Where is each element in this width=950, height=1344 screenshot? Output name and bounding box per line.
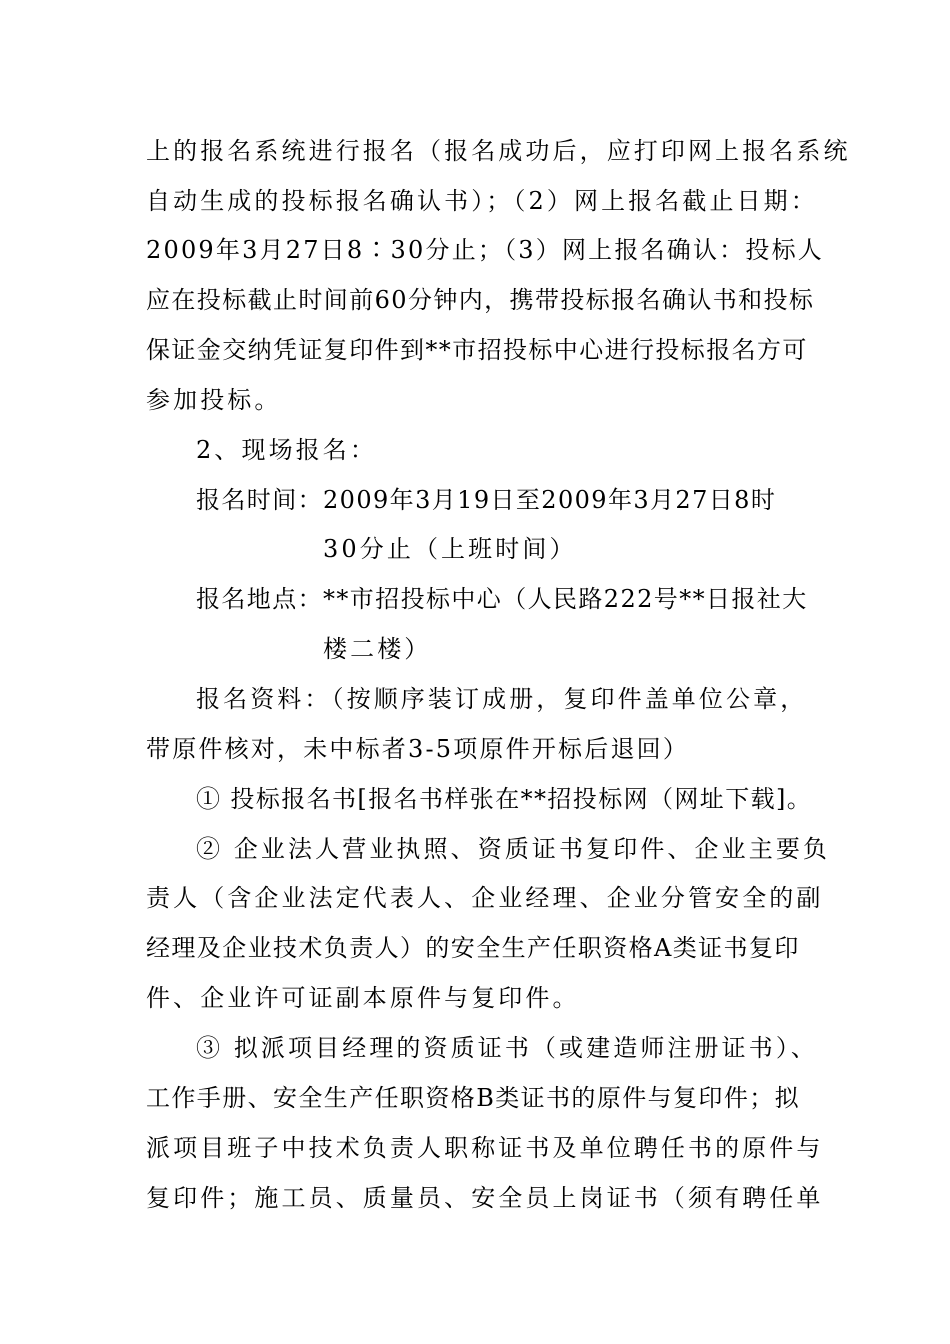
paragraph-line: 派项目班子中技术负责人职称证书及单位聘任书的原件与 [146,1134,824,1162]
paragraph-line: 复印件；施工员、质量员、安全员上岗证书（须有聘任单 [146,1184,824,1212]
registration-place-continuation: 楼二楼） [323,635,432,663]
paragraph-line: 应在投标截止时间前60分钟内，携带投标报名确认书和投标 [146,286,815,314]
paragraph-line: 工作手册、安全生产任职资格B类证书的原件与复印件；拟 [146,1084,801,1112]
registration-time-continuation: 30分止（上班时间） [323,535,577,563]
registration-time-line: 报名时间：2009年3月19日至2009年3月27日8时 [196,486,777,514]
list-item-3: ③ 拟派项目经理的资质证书（或建造师注册证书）、 [196,1034,819,1062]
paragraph-line: 参加投标。 [146,386,282,414]
list-item-1: ① 投标报名书[报名书样张在**招投标网（网址下载]。 [196,785,813,813]
paragraph-line: 自动生成的投标报名确认书）；（2）网上报名截止日期： [146,187,818,215]
paragraph-line: 保证金交纳凭证复印件到**市招投标中心进行投标报名方可 [146,336,808,364]
paragraph-line: 经理及企业技术负责人）的安全生产任职资格A类证书复印 [146,934,800,962]
paragraph-line: 责人（含企业法定代表人、企业经理、企业分管安全的副 [146,884,824,912]
paragraph-line: 上的报名系统进行报名（报名成功后，应打印网上报名系统 [146,137,851,165]
registration-materials-line: 报名资料：（按顺序装订成册，复印件盖单位公章， [196,685,808,713]
section-heading: 2、现场报名： [196,436,377,464]
registration-place-line: 报名地点：**市招投标中心（人民路222号**日报社大 [196,585,808,613]
paragraph-line: 带原件核对，未中标者3-5项原件开标后退回） [146,735,690,763]
list-item-2: ② 企业法人营业执照、资质证书复印件、企业主要负 [196,835,831,863]
paragraph-line: 件、企业许可证副本原件与复印件。 [146,984,580,1012]
paragraph-line: 2009年3月27日8∶30分止；（3）网上报名确认：投标人 [146,236,824,264]
